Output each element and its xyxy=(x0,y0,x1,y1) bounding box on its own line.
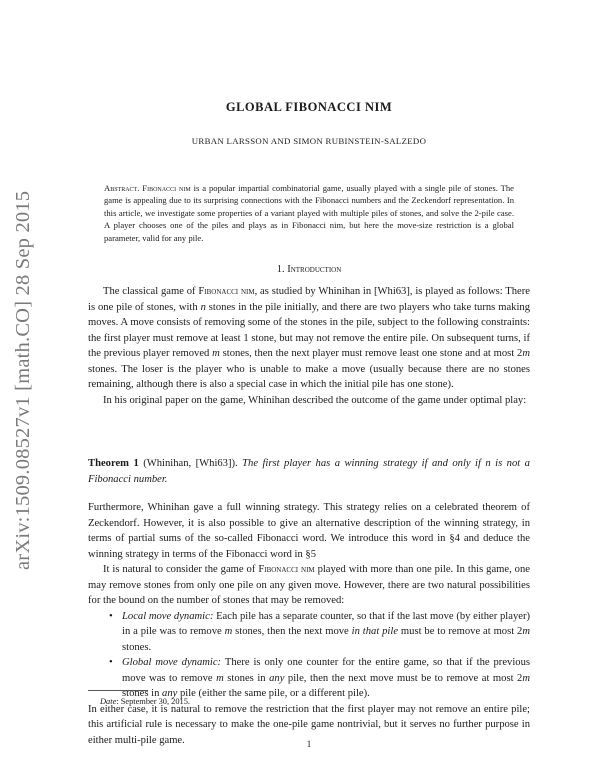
theorem-1 xyxy=(88,456,530,487)
theorem-attribution: (Whinihan, [Whi63]). xyxy=(138,458,243,469)
footnote-divider xyxy=(88,690,148,691)
arxiv-identifier-stamp: arXiv:1509.08527v1 [math.CO] 28 Sep 2015 xyxy=(12,190,34,570)
paragraph-3: Furthermore, Whinihan gave a full winning strategy. This strategy relies on a celebrated theorem of Zeckendorf. However, it is also possible to give an alternative description of the winning strategy, in terms of partial sums of the so-called Fibonacci word. We introduce this word in §4 and deduce the winning strategy in terms of the Fibonacci word in §5 xyxy=(88,502,530,560)
bullet-marker: • xyxy=(109,657,113,668)
abstract-text: is a popular impartial combinatorial game, usually played with a single pile of stones. The game is appealing due to its surprising connections with the Fibonacci numbers and the Zeckendorf representation. In this article, we investigate some properties of a variant played with multiple piles of stones, and solve the 2-pile case. A player chooses one of the piles and plays as in Fibonacci nim, but here the move-size restriction is a global parameter, valid for any pile. xyxy=(104,183,514,243)
abstract xyxy=(104,182,514,244)
section-title: Introduction xyxy=(287,264,342,275)
abstract-lead: Fibonacci nim xyxy=(142,183,191,193)
closing-paragraph: In either case, it is natural to remove the restriction that the first player may not remove an entire pile; this artificial rule is necessary to make the one-pile game nontrivial, but it serves no further purpose in either multi-pile game. xyxy=(88,703,530,746)
section-heading xyxy=(88,264,530,275)
theorem-statement: The first player has a winning strategy if and only if n is not a Fibonacci number. xyxy=(88,458,530,485)
intro-paragraph-1: The classical game of Fibonacci nim, as studied by Whinihan in [Whi63], is played as follows: There is one pile of stones, with n stones in the pile initially, and there are two players who take turns making moves. A move consists of removing some of the stones in the pile, subject to the following constraints: the first player must remove at least 1 stone, but may not remove the entire pile. On subsequent turns, if the previous player removed m stones, then the next player must remove least one stone and at most 2m stones. The loser is the player who is unable to make a move (usually because there are no stones remaining, although there is also a special case in which the initial pile has one stone). xyxy=(88,286,530,390)
abstract-label: Abstract. xyxy=(104,183,140,193)
intro-block xyxy=(88,284,530,408)
theorem-label: Theorem 1 xyxy=(88,458,139,469)
move-dynamics-list xyxy=(88,609,530,702)
paper-title: GLOBAL FIBONACCI NIM xyxy=(225,100,393,114)
paragraph-4: It is natural to consider the game of Fibonacci nim played with more than one pile. In this game, one may remove stones from only one pile on any given move. However, there are two natural possibilities for the bound on the number of stones that may be removed: xyxy=(88,564,530,606)
footnote-date: Date: September 30, 2015. xyxy=(100,697,191,706)
paper-authors: URBAN LARSSON AND SIMON RUBINSTEIN-SALZEDO xyxy=(191,136,427,146)
page-number: 1 xyxy=(306,739,312,749)
list-item-global-move: • Global move dynamic: There is only one counter for the entire game, so that if the previous move was to remove m stones in any pile, then the next move must be to remove at most 2m stones in any pile (either the same pile, or a different pile). xyxy=(109,657,530,699)
body-continued xyxy=(88,500,530,748)
section-number: 1. xyxy=(276,264,285,275)
intro-paragraph-2: In his original paper on the game, Whinihan described the outcome of the game under optimal play: xyxy=(103,394,527,406)
list-item-local-move: • Local move dynamic: Each pile has a separate counter, so that if the last move (by either player) in a pile was to remove m stones, then the next move in that pile must be to remove at most 2m stones. xyxy=(109,610,531,653)
bullet-marker: • xyxy=(109,610,113,622)
